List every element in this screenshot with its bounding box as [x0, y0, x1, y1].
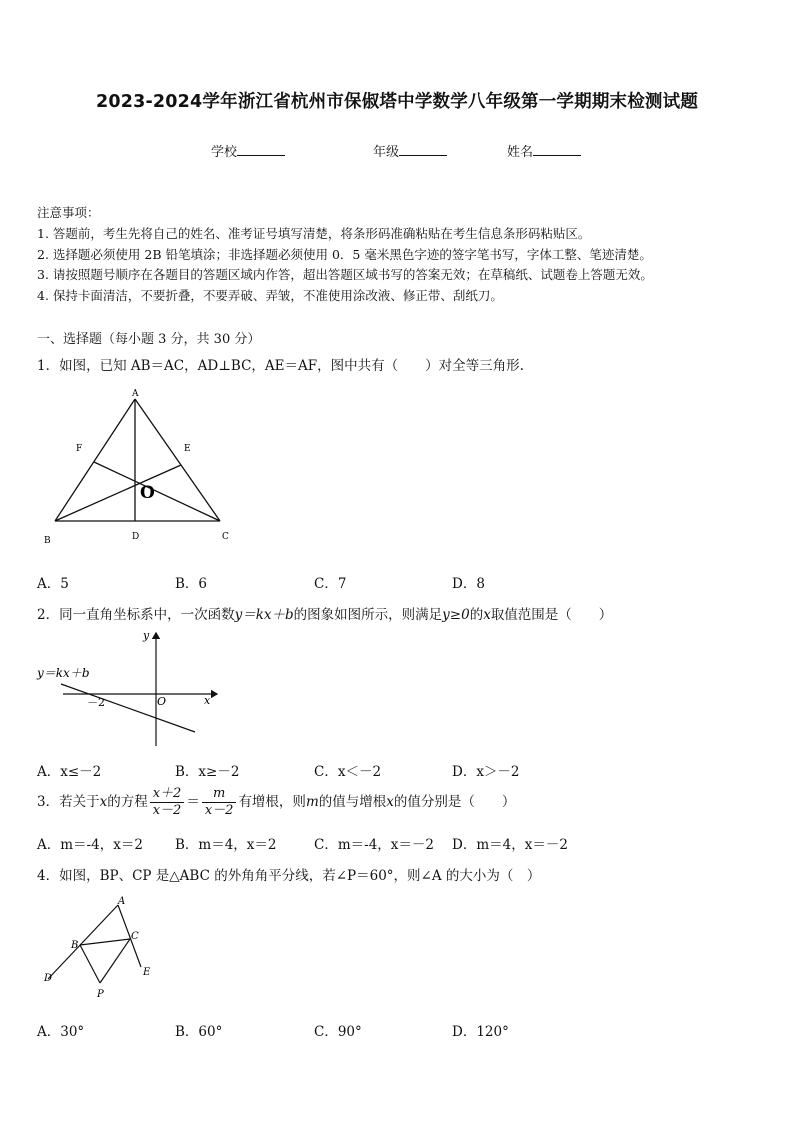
y-axis-label: y — [143, 629, 150, 642]
q3-text-c: 有增根，则 — [238, 794, 306, 810]
q3-option-d[interactable]: D．m＝4，x＝－2 — [452, 837, 568, 853]
question-2-text — [37, 603, 612, 623]
label-b: B — [71, 940, 79, 951]
question-4-text: 4．如图，BP、CP 是△ABC 的外角角平分线，若∠P＝60°，则∠A 的大小为（ ） — [37, 868, 541, 884]
fraction-denominator: x－2 — [152, 803, 182, 818]
label-f: F — [76, 444, 83, 454]
segment-cp — [100, 939, 130, 983]
label-c: C — [131, 931, 139, 942]
grade-label: 年级 — [373, 145, 400, 160]
segment-bp — [80, 945, 100, 983]
q2-option-c[interactable]: C．x＜－2 — [314, 764, 382, 780]
q1-option-c[interactable]: C．7 — [314, 576, 347, 592]
grade-blank[interactable] — [399, 143, 447, 156]
note-item: 2. 选择题必须使用 2B 铅笔填涂；非选择题必须使用 0．5 毫米黑色字迹的签字笔书写，字体工整、笔迹清楚。 — [37, 247, 652, 262]
origin-label: O — [157, 695, 167, 708]
label-b: B — [44, 536, 51, 546]
q4-option-a[interactable]: A．30° — [37, 1024, 85, 1040]
label-o: O — [140, 483, 155, 503]
note-item: 1. 答题前，考生先将自己的姓名、准考证号填写清楚，将条形码准确粘贴在考生信息条形码粘贴区。 — [37, 226, 591, 241]
q2-graph-figure — [35, 628, 225, 750]
label-d: D — [132, 532, 140, 542]
q4-option-d[interactable]: D．120° — [452, 1024, 509, 1040]
q3-option-a[interactable]: A．m＝-4，x＝2 — [37, 837, 143, 853]
note-item: 3. 请按照题号顺序在各题目的答题区域内作答，超出答题区域书写的答案无效；在草稿纸、试题卷上答题无效。 — [37, 267, 653, 282]
q3-fraction-left — [150, 786, 185, 819]
page-title: 2023-2024学年浙江省杭州市保俶塔中学数学八年级第一学期期末检测试题 — [95, 92, 699, 112]
name-label: 姓名 — [507, 145, 534, 160]
q2-condition: y≥0 — [442, 607, 470, 623]
q3-var-x: x — [99, 794, 108, 810]
label-e: E — [184, 444, 191, 454]
name-field[interactable] — [507, 141, 581, 160]
q3-option-b[interactable]: B．m＝4，x＝2 — [175, 837, 277, 853]
school-field[interactable] — [211, 141, 285, 160]
side-bc — [80, 939, 130, 945]
q2-text-b: 的图象如图所示，则满足 — [293, 607, 443, 623]
q2-text-d: 取值范围是（ ） — [490, 607, 613, 623]
notes-heading: 注意事项： — [37, 205, 100, 220]
fraction-numerator: x＋2 — [150, 786, 185, 803]
fraction-numerator: m — [202, 786, 237, 803]
grade-field[interactable] — [373, 141, 447, 160]
label-d: D — [44, 973, 53, 984]
q1-triangle-figure — [40, 385, 240, 550]
q2-text-c: 的 — [469, 607, 484, 623]
q1-option-d[interactable]: D．8 — [452, 576, 485, 592]
q3-var-x2: x — [386, 794, 394, 810]
school-label: 学校 — [211, 145, 238, 160]
q3-text-b: 的方程 — [107, 794, 148, 810]
line-label: y＝kx＋b — [37, 666, 90, 680]
q2-option-d[interactable]: D．x＞－2 — [452, 764, 520, 780]
section-heading: 一、选择题（每小题 3 分，共 30 分） — [37, 332, 261, 347]
q3-fraction-right — [202, 786, 237, 819]
note-item: 4. 保持卡面清洁，不要折叠，不要弄破、弄皱，不准使用涂改液、修正带、刮纸刀。 — [37, 288, 503, 303]
label-e: E — [143, 967, 151, 978]
q3-var-m: m — [305, 794, 319, 810]
q2-text-a: 2．同一直角坐标系中，一次函数 — [37, 607, 235, 623]
q3-equals: ＝ — [186, 794, 200, 810]
label-p: P — [97, 989, 104, 1000]
fraction-denominator: x－2 — [204, 803, 234, 818]
q2-option-b[interactable]: B．x≥－2 — [175, 764, 240, 780]
question-1-text: 1．如图，已知 AB＝AC，AD⊥BC，AE＝AF，图中共有（ ）对全等三角形. — [37, 358, 524, 374]
function-line — [61, 684, 195, 732]
question-3-text — [37, 786, 515, 819]
q3-text-a: 3．若关于 — [37, 794, 100, 810]
segment-cf — [94, 462, 220, 521]
q3-option-c[interactable]: C．m＝-4，x＝－2 — [314, 837, 434, 853]
q3-text-d: 的值与增根 — [318, 794, 387, 810]
label-a: A — [118, 896, 126, 907]
q1-option-a[interactable]: A．5 — [37, 576, 69, 592]
label-c: C — [222, 532, 229, 542]
tick-label: －2 — [87, 696, 105, 709]
q2-variable: x — [483, 607, 491, 623]
q4-triangle-figure — [38, 893, 168, 1003]
q4-option-c[interactable]: C．90° — [314, 1024, 362, 1040]
q2-function: y＝kx＋b — [234, 607, 294, 623]
label-a: A — [132, 389, 139, 399]
school-blank[interactable] — [237, 143, 285, 156]
x-axis-label: x — [204, 694, 211, 707]
q3-text-e: 的值分别是（ ） — [393, 794, 516, 810]
name-blank[interactable] — [533, 143, 581, 156]
q4-option-b[interactable]: B．60° — [175, 1024, 223, 1040]
q2-option-a[interactable]: A．x≤－2 — [37, 764, 102, 780]
q1-option-b[interactable]: B．6 — [175, 576, 208, 592]
